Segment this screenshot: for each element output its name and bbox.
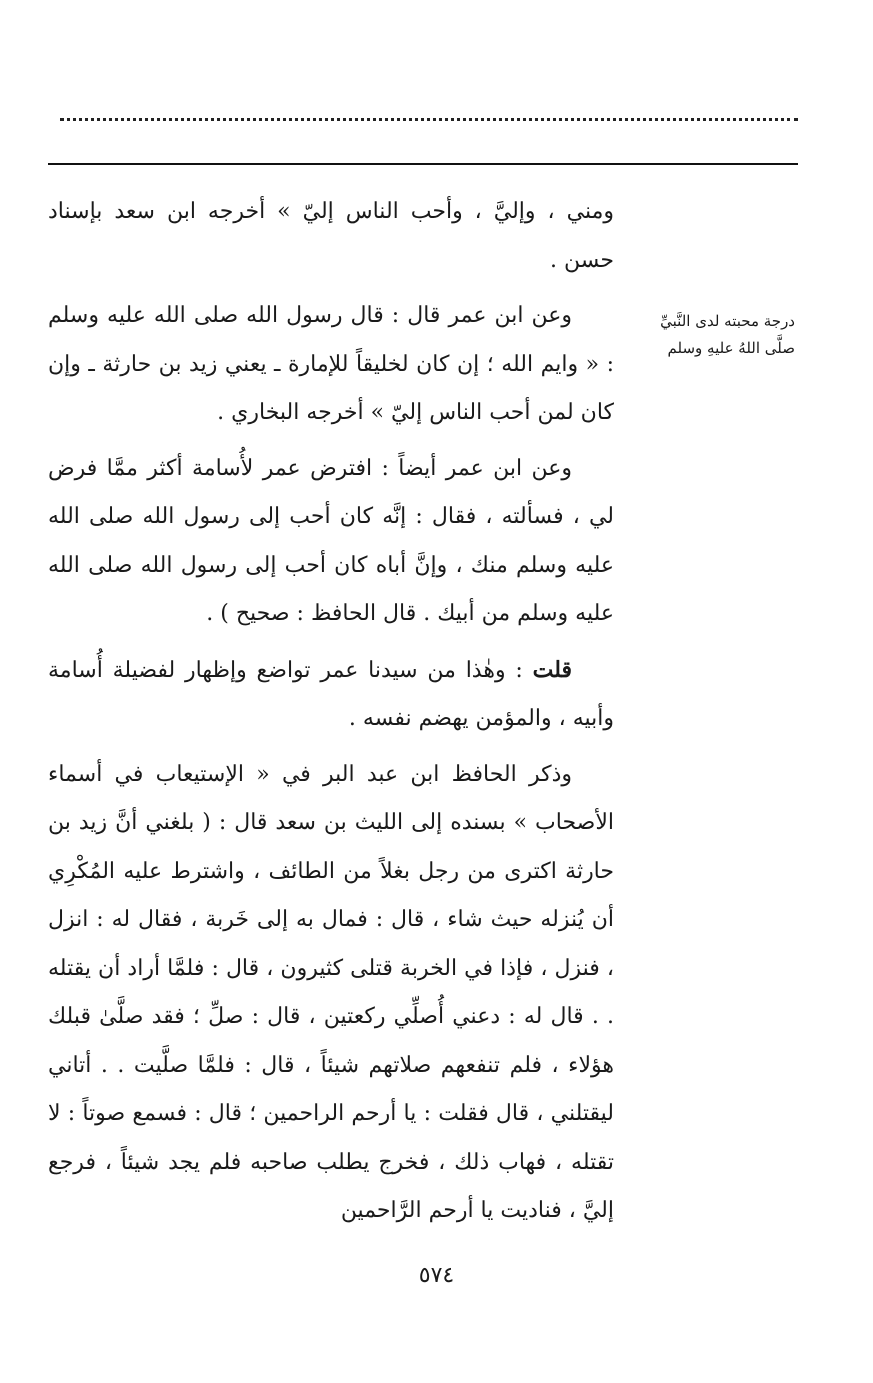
header-solid-rule [48, 163, 798, 165]
paragraph-2: وعن ابن عمر قال : قال رسول الله صلى الله عليه وسلم : « وايم الله ؛ إن كان لخليقاً للإمارة ـ يعني زيد بن حارثة ـ وإن كان لمن أحب الناس إليّ » أخرجه البخاري . [48, 303, 614, 425]
paragraph-4-lead: قلت [532, 656, 572, 683]
margin-note-line-1: درجة محبته لدى النَّبيِّ [660, 312, 795, 330]
margin-note [645, 308, 795, 362]
header-dotted-rule [60, 118, 798, 121]
paragraph-5: وذكر الحافظ ابن عبد البر في « الإستيعاب في أسماء الأصحاب » بسنده إلى الليث بن سعد قال : ( بلغني أنَّ زيد بن حارثة اكترى من رجل بغلاً من الطائف ، واشترط عليه المُكْرِي أن يُنزله حيث شاء ، قال : فمال به إلى خَربة ، فقال له : انزل ، فنزل ، فإذا في الخربة قتلى كثيرون ، قال : فلمَّا أراد أن يقتله . . قال له : دعني أُصلِّي ركعتين ، قال : صلِّ ؛ فقد صلَّىٰ قبلك هؤلاء ، فلم تنفعهم صلاتهم شيئاً ، قال : فلمَّا صلَّيت . . أتاني ليقتلني ، قال فقلت : يا أرحم الراحمين ؛ قال : فسمع صوتاً : لا تقتله ، فهاب ذلك ، فخرج يطلب صاحبه فلم يجد شيئاً ، فرجع إليَّ ، فناديت يا أرحم الرَّاحمين [48, 761, 614, 1223]
paragraph-4-text: : وهٰذا من سيدنا عمر تواضع وإظهار لفضيلة أُسامة وأبيه ، والمؤمن يهضم نفسه . [48, 657, 614, 731]
paragraph-1: ومني ، وإليَّ ، وأحب الناس إليّ » أخرجه ابن سعد بإسناد حسن . [48, 199, 614, 273]
paragraph-3: وعن ابن عمر أيضاً : افترض عمر لأُسامة أكثر ممَّا فرض لي ، فسألته ، فقال : إنَّه كان أحب إلى رسول الله صلى الله عليه وسلم منك ، وإنَّ أباه كان أحب إلى رسول الله صلى الله عليه وسلم من أبيك . قال الحافظ : صحيح ) . [48, 455, 614, 626]
margin-note-line-2: صلَّى اللهُ عليهِ وسلم [667, 339, 795, 357]
paragraph-4 [48, 646, 614, 744]
page-number: ٥٧٤ [418, 1263, 455, 1288]
main-text-block [48, 188, 614, 1236]
